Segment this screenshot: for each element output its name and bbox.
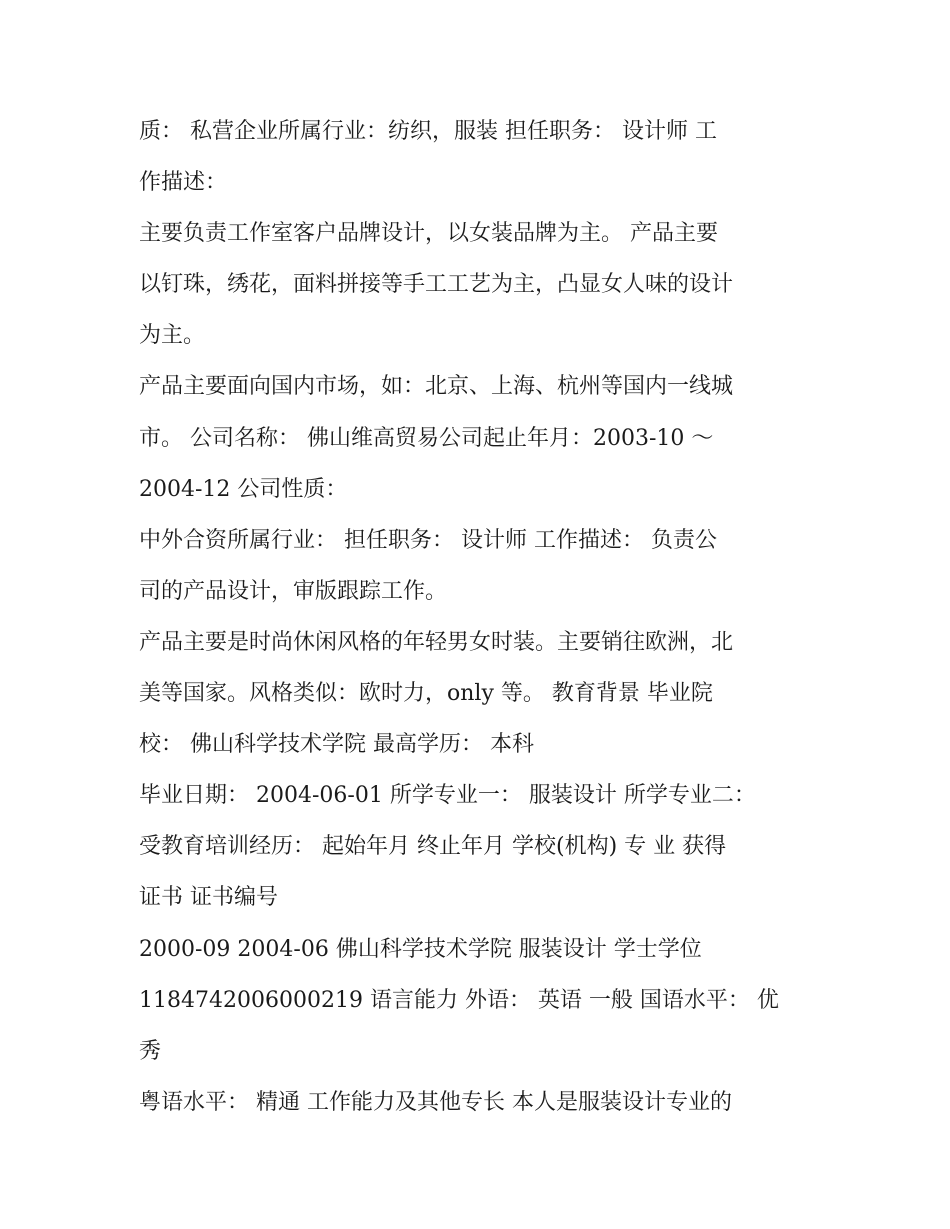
text-line: 主要负责工作室客户品牌设计，以女装品牌为主。 产品主要 xyxy=(139,221,718,247)
text-line: 作描述： xyxy=(139,170,228,196)
text-line: 以钉珠，绣花，面料拼接等手工工艺为主，凸显女人味的设计 xyxy=(139,272,734,298)
text-line: 受教育培训经历： 起始年月 终止年月 学校(机构) 专 业 获得 xyxy=(139,834,727,860)
text-line: 2004-12 公司性质： xyxy=(139,476,348,502)
text-line: 粤语水平： 精通 工作能力及其他专长 本人是服装设计专业的 xyxy=(139,1089,732,1115)
text-line: 美等国家。风格类似：欧时力，only 等。 教育背景 毕业院 xyxy=(139,681,713,707)
text-line: 毕业日期： 2004-06-01 所学专业一： 服装设计 所学专业二： xyxy=(139,783,756,809)
text-line: 司的产品设计，审版跟踪工作。 xyxy=(139,578,448,604)
text-line: 质： 私营企业所属行业：纺织，服装 担任职务： 设计师 工 xyxy=(139,119,717,144)
text-line: 校： 佛山科学技术学院 最高学历： 本科 xyxy=(139,732,534,758)
text-line: 秀 xyxy=(139,1038,162,1064)
text-line: 中外合资所属行业： 担任职务： 设计师 工作描述： 负责公 xyxy=(139,527,717,553)
text-line: 1184742006000219 语言能力 外语： 英语 一般 国语水平： 优 xyxy=(139,987,779,1013)
document-body xyxy=(139,106,829,1128)
text-line: 2000-09 2004-06 佛山科学技术学院 服装设计 学士学位 xyxy=(139,936,702,962)
text-line: 证书 证书编号 xyxy=(139,885,278,911)
text-line: 产品主要是时尚休闲风格的年轻男女时装。主要销往欧洲，北 xyxy=(139,629,734,655)
text-line: 为主。 xyxy=(139,323,206,349)
text-line: 市。 公司名称： 佛山维高贸易公司起止年月：2003-10 ～ xyxy=(139,425,714,451)
text-line: 产品主要面向国内市场，如：北京、上海、杭州等国内一线城 xyxy=(139,374,734,400)
